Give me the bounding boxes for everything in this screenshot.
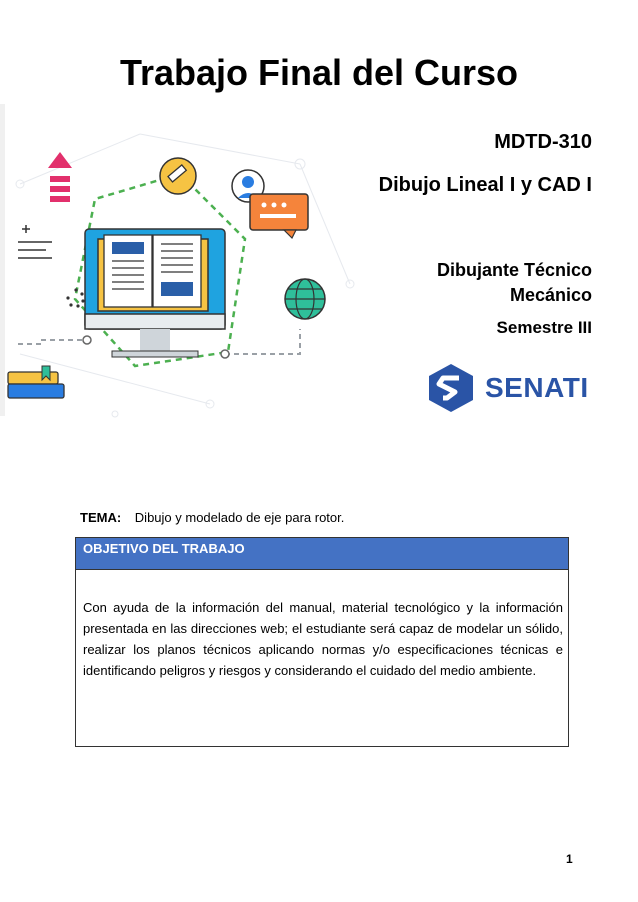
text-lines-icon [18,225,52,258]
connector-left [18,340,85,344]
page-number: 1 [566,852,573,866]
books-stack-icon [8,366,64,398]
career-line-1: Dibujante Técnico [436,260,592,280]
career-line-2: Mecánico [509,285,592,305]
course-name: Dibujo Lineal I y CAD I [378,174,592,196]
course-code: MDTD-310 [494,131,592,153]
semester: Semestre III [496,318,592,337]
cover-illustration [0,104,360,419]
upload-arrow-icon [48,152,72,202]
document-title: Trabajo Final del Curso [119,52,519,93]
globe-icon [285,279,325,319]
objective-table [75,537,569,747]
pencil-icon [160,158,196,194]
senati-emblem-icon [425,362,477,414]
career-name [392,258,592,308]
open-book-icon [98,235,208,311]
institution-name: SENATI [485,372,589,403]
connector-right [225,329,300,354]
objective-text: Con ayuda de la información del manual, material tecnológico y la información presentada en las direcciones web; el estudiante será capaz de modelar un sólido, realizar los planos técnicos aplicando normas y/o especificaciones técnicas e identificando peligros y riesgos y considerando el cuidado del medio ambiente. [83,600,563,678]
objective-header: OBJETIVO DEL TRABAJO [76,538,568,570]
topic-label: TEMA: [80,510,122,525]
senati-logo [425,362,595,414]
chat-bubble-icon [250,194,308,238]
loading-dots-icon [66,288,84,307]
topic-line [80,510,344,525]
topic-value: Dibujo y modelado de eje para rotor. [134,510,345,525]
